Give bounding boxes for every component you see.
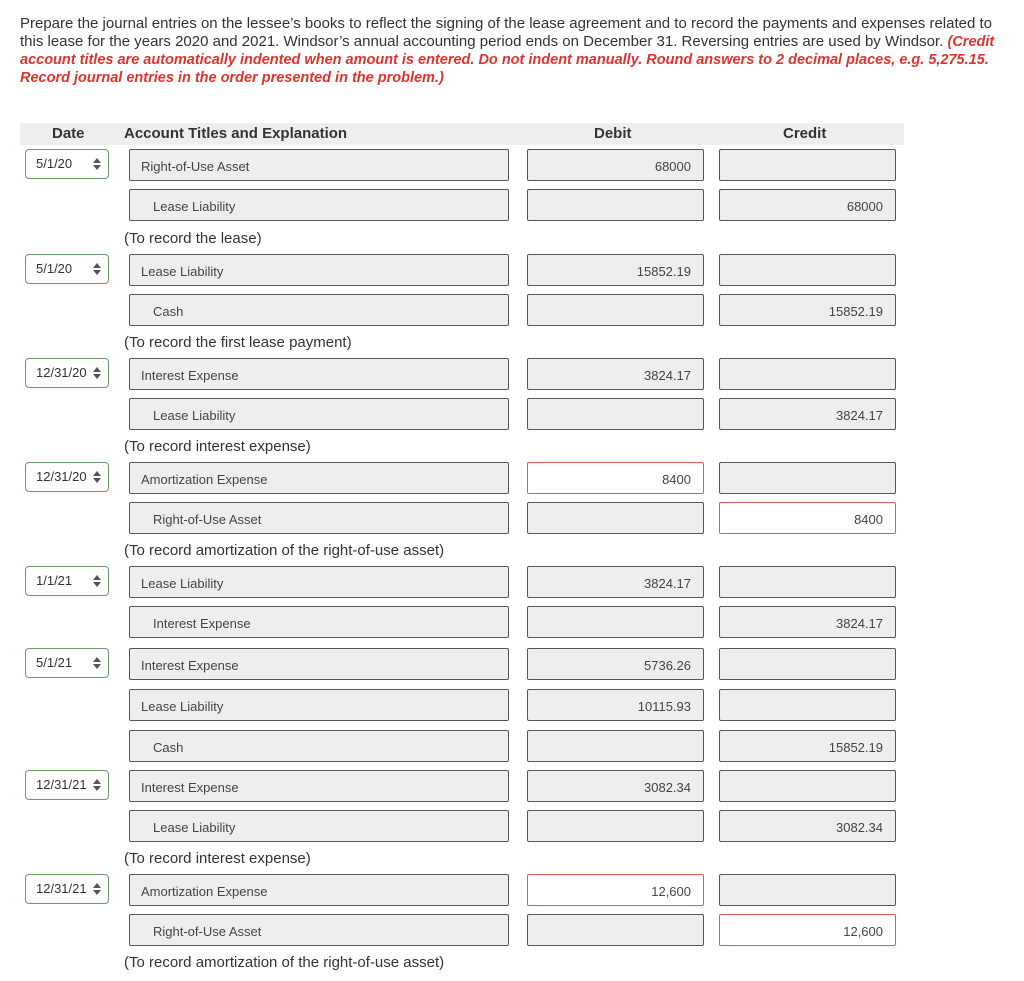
- account-field[interactable]: Lease Liability: [129, 689, 509, 721]
- date-select[interactable]: [25, 648, 109, 678]
- entry-explanation: (To record amortization of the right-of-use asset): [124, 954, 445, 971]
- date-value: 5/1/20: [36, 261, 73, 276]
- credit-field[interactable]: [719, 874, 896, 906]
- debit-field[interactable]: [527, 502, 704, 534]
- date-value: 5/1/21: [36, 655, 73, 670]
- debit-field[interactable]: [527, 606, 704, 638]
- debit-field[interactable]: [527, 189, 704, 221]
- credit-field[interactable]: [719, 462, 896, 494]
- instructions-text: Prepare the journal entries on the lessee’s books to reflect the signing of the lease agreement and to record the payments and expenses related to this lease for the years 2020 and 2021. Windsor’s annual accounting period ends on December 31. Reversing entries are used by Windsor.: [20, 15, 992, 50]
- account-field[interactable]: Interest Expense: [129, 648, 509, 680]
- entry-explanation: (To record interest expense): [124, 438, 311, 455]
- debit-field[interactable]: 12,600: [527, 874, 704, 906]
- credit-field[interactable]: 15852.19: [719, 294, 896, 326]
- credit-field[interactable]: [719, 689, 896, 721]
- entry-explanation: (To record the first lease payment): [124, 334, 352, 351]
- credit-field[interactable]: 3824.17: [719, 398, 896, 430]
- credit-field[interactable]: 3824.17: [719, 606, 896, 638]
- credit-field[interactable]: 12,600: [719, 914, 896, 946]
- date-value: 1/1/21: [36, 573, 73, 588]
- header-date: Date: [52, 125, 85, 142]
- debit-field[interactable]: 3082.34: [527, 770, 704, 802]
- account-field[interactable]: Lease Liability: [129, 566, 509, 598]
- credit-field[interactable]: 15852.19: [719, 730, 896, 762]
- credit-field[interactable]: [719, 358, 896, 390]
- up-down-arrows-icon: [93, 778, 101, 792]
- debit-field[interactable]: 3824.17: [527, 566, 704, 598]
- account-field[interactable]: Right-of-Use Asset: [129, 914, 509, 946]
- entry-explanation: (To record amortization of the right-of-use asset): [124, 542, 445, 559]
- debit-field[interactable]: 68000: [527, 149, 704, 181]
- account-field[interactable]: Interest Expense: [129, 770, 509, 802]
- credit-field[interactable]: 8400: [719, 502, 896, 534]
- date-select[interactable]: [25, 462, 109, 492]
- date-value: 12/31/20: [36, 469, 87, 484]
- credit-field[interactable]: [719, 770, 896, 802]
- debit-field[interactable]: [527, 914, 704, 946]
- debit-field[interactable]: 10115.93: [527, 689, 704, 721]
- debit-field[interactable]: 15852.19: [527, 254, 704, 286]
- account-field[interactable]: Right-of-Use Asset: [129, 502, 509, 534]
- date-select[interactable]: [25, 254, 109, 284]
- credit-field[interactable]: 68000: [719, 189, 896, 221]
- up-down-arrows-icon: [93, 157, 101, 171]
- credit-field[interactable]: [719, 149, 896, 181]
- date-value: 5/1/20: [36, 156, 73, 171]
- up-down-arrows-icon: [93, 470, 101, 484]
- account-field[interactable]: Right-of-Use Asset: [129, 149, 509, 181]
- date-value: 12/31/21: [36, 777, 87, 792]
- credit-field[interactable]: [719, 648, 896, 680]
- account-field[interactable]: Lease Liability: [129, 189, 509, 221]
- account-field[interactable]: Cash: [129, 294, 509, 326]
- up-down-arrows-icon: [93, 656, 101, 670]
- up-down-arrows-icon: [93, 574, 101, 588]
- debit-field[interactable]: [527, 294, 704, 326]
- account-field[interactable]: Cash: [129, 730, 509, 762]
- header-debit: Debit: [594, 125, 632, 142]
- credit-field[interactable]: 3082.34: [719, 810, 896, 842]
- debit-field[interactable]: 8400: [527, 462, 704, 494]
- date-value: 12/31/20: [36, 365, 87, 380]
- debit-field[interactable]: [527, 730, 704, 762]
- debit-field[interactable]: [527, 398, 704, 430]
- account-field[interactable]: Lease Liability: [129, 398, 509, 430]
- up-down-arrows-icon: [93, 366, 101, 380]
- debit-field[interactable]: [527, 810, 704, 842]
- date-value: 12/31/21: [36, 881, 87, 896]
- entry-explanation: (To record the lease): [124, 230, 262, 247]
- instructions: [20, 15, 1010, 87]
- account-field[interactable]: Lease Liability: [129, 810, 509, 842]
- up-down-arrows-icon: [93, 882, 101, 896]
- date-select[interactable]: [25, 358, 109, 388]
- header-account: Account Titles and Explanation: [124, 125, 348, 142]
- entry-explanation: (To record interest expense): [124, 850, 311, 867]
- date-select[interactable]: [25, 566, 109, 596]
- account-field[interactable]: Amortization Expense: [129, 874, 509, 906]
- header-credit: Credit: [783, 125, 827, 142]
- account-field[interactable]: Interest Expense: [129, 358, 509, 390]
- debit-field[interactable]: 5736.26: [527, 648, 704, 680]
- credit-field[interactable]: [719, 566, 896, 598]
- debit-field[interactable]: 3824.17: [527, 358, 704, 390]
- up-down-arrows-icon: [93, 262, 101, 276]
- date-select[interactable]: [25, 770, 109, 800]
- credit-field[interactable]: [719, 254, 896, 286]
- account-field[interactable]: Interest Expense: [129, 606, 509, 638]
- date-select[interactable]: [25, 149, 109, 179]
- account-field[interactable]: Amortization Expense: [129, 462, 509, 494]
- date-select[interactable]: [25, 874, 109, 904]
- account-field[interactable]: Lease Liability: [129, 254, 509, 286]
- instructions-note: (Credit account titles are automatically indented when amount is entered. Do not indent manually. Round answers to 2 decimal places, e.g. 5,275.15. Record journal entries in the order presented in the problem.): [20, 34, 995, 86]
